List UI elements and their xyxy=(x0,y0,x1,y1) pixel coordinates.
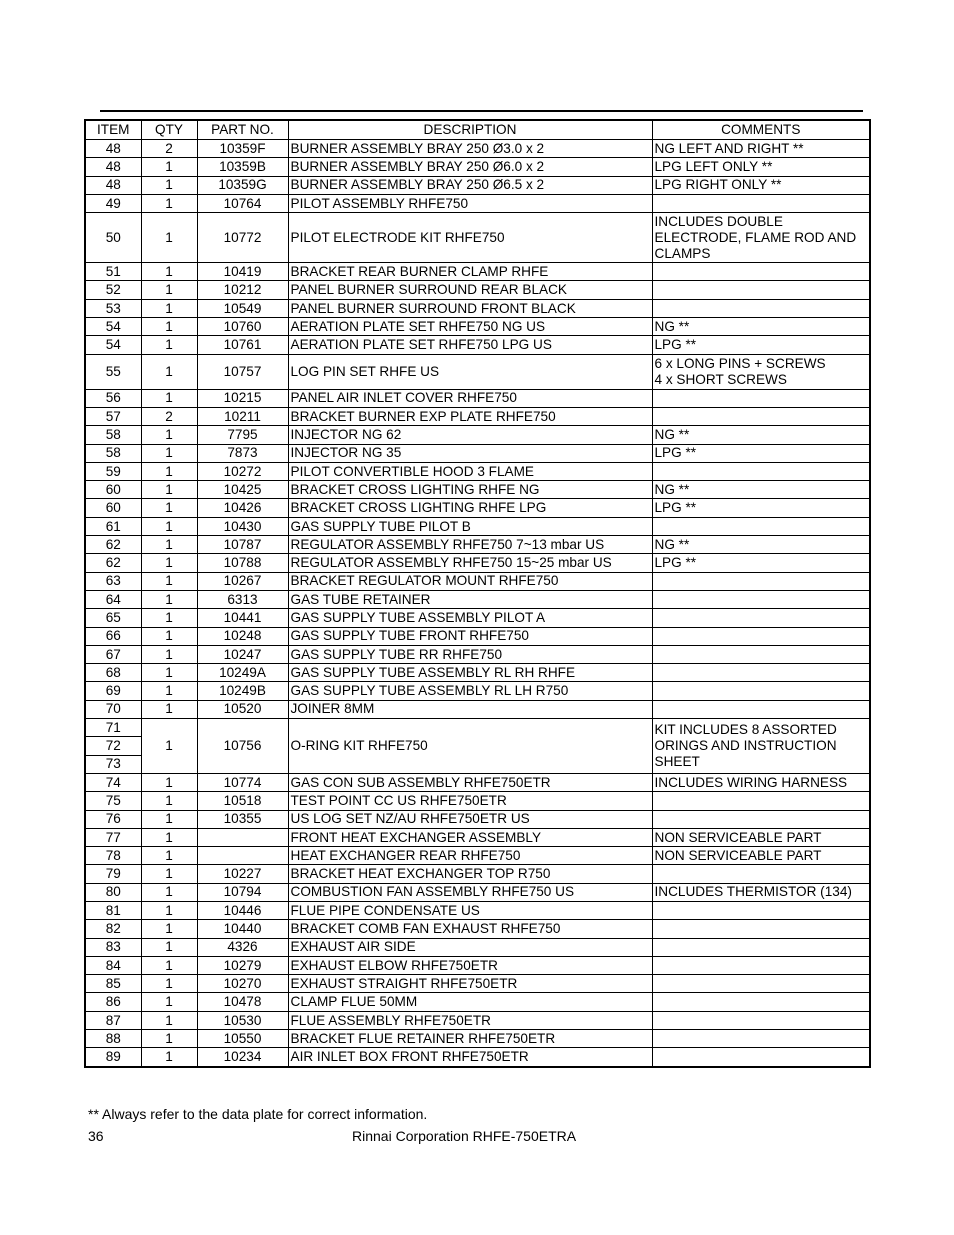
qty-cell: 1 xyxy=(141,883,197,901)
table-row xyxy=(85,158,870,176)
description-cell: BRACKET HEAT EXCHANGER TOP R750 xyxy=(288,865,652,883)
item-cell: 64 xyxy=(85,590,141,608)
qty-cell: 1 xyxy=(141,590,197,608)
part-no-cell: 10788 xyxy=(197,554,288,572)
table-row xyxy=(85,865,870,883)
part-no-cell: 10774 xyxy=(197,773,288,791)
comments-cell xyxy=(652,462,870,480)
qty-cell: 1 xyxy=(141,281,197,299)
part-no-cell: 10441 xyxy=(197,609,288,627)
table-row xyxy=(85,426,870,444)
comments-cell: KIT INCLUDES 8 ASSORTED ORINGS AND INSTRUCTION SHEET xyxy=(652,719,870,774)
item-cell: 78 xyxy=(85,847,141,865)
item-cell: 72 xyxy=(85,737,141,755)
part-no-cell: 10764 xyxy=(197,194,288,212)
part-no-cell: 10211 xyxy=(197,407,288,425)
qty-cell: 1 xyxy=(141,901,197,919)
part-no-cell: 6313 xyxy=(197,590,288,608)
table-row xyxy=(85,140,870,158)
description-cell: HEAT EXCHANGER REAR RHFE750 xyxy=(288,847,652,865)
description-cell: GAS SUPPLY TUBE RR RHFE750 xyxy=(288,645,652,663)
item-cell: 63 xyxy=(85,572,141,590)
description-cell: JOINER 8MM xyxy=(288,700,652,718)
part-no-cell: 10247 xyxy=(197,645,288,663)
description-cell: EXHAUST STRAIGHT RHFE750ETR xyxy=(288,975,652,993)
qty-cell: 1 xyxy=(141,645,197,663)
part-no-cell: 10761 xyxy=(197,336,288,354)
comments-cell: LPG RIGHT ONLY ** xyxy=(652,176,870,194)
comments-cell xyxy=(652,572,870,590)
part-no-cell: 10249B xyxy=(197,682,288,700)
part-no-cell: 10425 xyxy=(197,481,288,499)
item-cell: 62 xyxy=(85,554,141,572)
table-row xyxy=(85,354,870,389)
comments-cell xyxy=(652,407,870,425)
page-number: 36 xyxy=(88,1128,104,1144)
part-no-cell: 10227 xyxy=(197,865,288,883)
part-no-cell: 10355 xyxy=(197,810,288,828)
qty-cell: 1 xyxy=(141,792,197,810)
description-cell: PILOT CONVERTIBLE HOOD 3 FLAME xyxy=(288,462,652,480)
item-cell: 60 xyxy=(85,499,141,517)
comments-cell xyxy=(652,682,870,700)
item-cell: 49 xyxy=(85,194,141,212)
part-no-cell xyxy=(197,828,288,846)
item-cell: 69 xyxy=(85,682,141,700)
item-cell: 59 xyxy=(85,462,141,480)
description-cell: GAS TUBE RETAINER xyxy=(288,590,652,608)
item-cell: 60 xyxy=(85,481,141,499)
header-description: DESCRIPTION xyxy=(288,120,652,140)
part-no-cell: 10549 xyxy=(197,299,288,317)
item-cell: 48 xyxy=(85,158,141,176)
item-cell: 58 xyxy=(85,426,141,444)
description-cell: GAS SUPPLY TUBE ASSEMBLY PILOT A xyxy=(288,609,652,627)
description-cell: BRACKET REAR BURNER CLAMP RHFE xyxy=(288,263,652,281)
comments-cell xyxy=(652,956,870,974)
qty-cell: 1 xyxy=(141,865,197,883)
description-cell: US LOG SET NZ/AU RHFE750ETR US xyxy=(288,810,652,828)
table-row xyxy=(85,517,870,535)
table-row xyxy=(85,299,870,317)
part-no-cell: 10279 xyxy=(197,956,288,974)
comments-cell: LPG ** xyxy=(652,336,870,354)
qty-cell: 1 xyxy=(141,810,197,828)
comments-cell: LPG ** xyxy=(652,499,870,517)
qty-cell: 1 xyxy=(141,956,197,974)
description-cell: PILOT ELECTRODE KIT RHFE750 xyxy=(288,213,652,263)
table-row xyxy=(85,883,870,901)
qty-cell: 1 xyxy=(141,938,197,956)
part-no-cell: 10267 xyxy=(197,572,288,590)
item-cell: 67 xyxy=(85,645,141,663)
item-cell: 85 xyxy=(85,975,141,993)
qty-cell: 1 xyxy=(141,1011,197,1029)
comments-cell: LPG ** xyxy=(652,554,870,572)
part-no-cell: 4326 xyxy=(197,938,288,956)
qty-cell: 1 xyxy=(141,354,197,389)
part-no-cell: 10520 xyxy=(197,700,288,718)
part-no-cell: 10430 xyxy=(197,517,288,535)
qty-cell: 1 xyxy=(141,462,197,480)
comments-cell xyxy=(652,920,870,938)
description-cell: AIR INLET BOX FRONT RHFE750ETR xyxy=(288,1048,652,1067)
table-row xyxy=(85,810,870,828)
part-no-cell xyxy=(197,847,288,865)
item-cell: 81 xyxy=(85,901,141,919)
item-cell: 57 xyxy=(85,407,141,425)
part-no-cell: 10760 xyxy=(197,318,288,336)
qty-cell: 1 xyxy=(141,847,197,865)
table-row xyxy=(85,462,870,480)
description-cell: GAS SUPPLY TUBE PILOT B xyxy=(288,517,652,535)
table-row xyxy=(85,263,870,281)
comments-cell: INCLUDES DOUBLE ELECTRODE, FLAME ROD AND CLAMPS xyxy=(652,213,870,263)
description-cell: EXHAUST AIR SIDE xyxy=(288,938,652,956)
item-cell: 87 xyxy=(85,1011,141,1029)
table-row xyxy=(85,590,870,608)
item-cell: 77 xyxy=(85,828,141,846)
part-no-cell: 10440 xyxy=(197,920,288,938)
description-cell: COMBUSTION FAN ASSEMBLY RHFE750 US xyxy=(288,883,652,901)
table-row xyxy=(85,499,870,517)
table-row xyxy=(85,828,870,846)
description-cell: AERATION PLATE SET RHFE750 NG US xyxy=(288,318,652,336)
description-cell: PANEL BURNER SURROUND REAR BLACK xyxy=(288,281,652,299)
comments-cell xyxy=(652,792,870,810)
comments-cell xyxy=(652,993,870,1011)
comments-cell: NG ** xyxy=(652,481,870,499)
part-no-cell: 10756 xyxy=(197,719,288,774)
table-row xyxy=(85,993,870,1011)
part-no-cell: 10359F xyxy=(197,140,288,158)
item-cell: 68 xyxy=(85,664,141,682)
comments-cell: LPG ** xyxy=(652,444,870,462)
comments-cell xyxy=(652,865,870,883)
qty-cell: 1 xyxy=(141,499,197,517)
item-cell: 54 xyxy=(85,318,141,336)
item-cell: 74 xyxy=(85,773,141,791)
table-row xyxy=(85,389,870,407)
description-cell: PILOT ASSEMBLY RHFE750 xyxy=(288,194,652,212)
description-cell: EXHAUST ELBOW RHFE750ETR xyxy=(288,956,652,974)
table-row xyxy=(85,719,870,737)
item-cell: 50 xyxy=(85,213,141,263)
item-cell: 65 xyxy=(85,609,141,627)
part-no-cell: 10772 xyxy=(197,213,288,263)
description-cell: LOG PIN SET RHFE US xyxy=(288,354,652,389)
table-row xyxy=(85,627,870,645)
item-cell: 75 xyxy=(85,792,141,810)
part-no-cell: 10272 xyxy=(197,462,288,480)
table-row xyxy=(85,975,870,993)
comments-cell: NG ** xyxy=(652,536,870,554)
comments-cell xyxy=(652,1011,870,1029)
qty-cell: 2 xyxy=(141,140,197,158)
comments-cell: NON SERVICEABLE PART xyxy=(652,847,870,865)
part-no-cell: 10794 xyxy=(197,883,288,901)
comments-cell xyxy=(652,590,870,608)
comments-cell xyxy=(652,517,870,535)
qty-cell: 1 xyxy=(141,719,197,774)
item-cell: 62 xyxy=(85,536,141,554)
description-cell: GAS SUPPLY TUBE ASSEMBLY RL RH RHFE xyxy=(288,664,652,682)
table-row xyxy=(85,1048,870,1067)
comments-cell xyxy=(652,645,870,663)
qty-cell: 1 xyxy=(141,299,197,317)
item-cell: 51 xyxy=(85,263,141,281)
description-cell: FRONT HEAT EXCHANGER ASSEMBLY xyxy=(288,828,652,846)
comments-cell xyxy=(652,810,870,828)
header-part-no: PART NO. xyxy=(197,120,288,140)
description-cell: BRACKET CROSS LIGHTING RHFE NG xyxy=(288,481,652,499)
part-no-cell: 10249A xyxy=(197,664,288,682)
part-no-cell: 10787 xyxy=(197,536,288,554)
footnote: ** Always refer to the data plate for correct information. xyxy=(88,1106,428,1122)
qty-cell: 1 xyxy=(141,773,197,791)
description-cell: O-RING KIT RHFE750 xyxy=(288,719,652,774)
qty-cell: 1 xyxy=(141,609,197,627)
comments-cell: NG ** xyxy=(652,318,870,336)
parts-table xyxy=(84,119,871,1068)
qty-cell: 1 xyxy=(141,1048,197,1067)
qty-cell: 1 xyxy=(141,194,197,212)
part-no-cell: 10215 xyxy=(197,389,288,407)
item-cell: 80 xyxy=(85,883,141,901)
table-row xyxy=(85,773,870,791)
description-cell: PANEL BURNER SURROUND FRONT BLACK xyxy=(288,299,652,317)
table-row xyxy=(85,700,870,718)
footer-title: Rinnai Corporation RHFE-750ETRA xyxy=(352,1128,577,1144)
qty-cell: 1 xyxy=(141,263,197,281)
qty-cell: 1 xyxy=(141,536,197,554)
header-comments: COMMENTS xyxy=(652,120,870,140)
item-cell: 61 xyxy=(85,517,141,535)
description-cell: BURNER ASSEMBLY BRAY 250 Ø6.5 x 2 xyxy=(288,176,652,194)
comments-cell: INCLUDES THERMISTOR (134) xyxy=(652,883,870,901)
item-cell: 58 xyxy=(85,444,141,462)
qty-cell: 1 xyxy=(141,700,197,718)
item-cell: 48 xyxy=(85,140,141,158)
part-no-cell: 10757 xyxy=(197,354,288,389)
item-cell: 79 xyxy=(85,865,141,883)
description-cell: BRACKET REGULATOR MOUNT RHFE750 xyxy=(288,572,652,590)
description-cell: BRACKET FLUE RETAINER RHFE750ETR xyxy=(288,1030,652,1048)
table-row xyxy=(85,481,870,499)
table-row xyxy=(85,213,870,263)
table-header-row xyxy=(85,120,870,140)
comments-cell xyxy=(652,901,870,919)
qty-cell: 1 xyxy=(141,517,197,535)
table-row xyxy=(85,1030,870,1048)
table-row xyxy=(85,956,870,974)
item-cell: 48 xyxy=(85,176,141,194)
qty-cell: 1 xyxy=(141,336,197,354)
comments-cell xyxy=(652,194,870,212)
comments-cell: LPG LEFT ONLY ** xyxy=(652,158,870,176)
description-cell: INJECTOR NG 35 xyxy=(288,444,652,462)
comments-cell xyxy=(652,1048,870,1067)
qty-cell: 1 xyxy=(141,213,197,263)
part-no-cell: 7873 xyxy=(197,444,288,462)
part-no-cell: 10426 xyxy=(197,499,288,517)
qty-cell: 1 xyxy=(141,572,197,590)
table-row xyxy=(85,1011,870,1029)
table-row xyxy=(85,664,870,682)
comments-cell: NON SERVICEABLE PART xyxy=(652,828,870,846)
part-no-cell: 7795 xyxy=(197,426,288,444)
description-cell: CLAMP FLUE 50MM xyxy=(288,993,652,1011)
comments-cell xyxy=(652,281,870,299)
table-row xyxy=(85,609,870,627)
qty-cell: 1 xyxy=(141,664,197,682)
comments-cell: NG ** xyxy=(652,426,870,444)
table-row xyxy=(85,176,870,194)
description-cell: FLUE ASSEMBLY RHFE750ETR xyxy=(288,1011,652,1029)
part-no-cell: 10248 xyxy=(197,627,288,645)
table-row xyxy=(85,281,870,299)
description-cell: FLUE PIPE CONDENSATE US xyxy=(288,901,652,919)
item-cell: 70 xyxy=(85,700,141,718)
description-cell: GAS CON SUB ASSEMBLY RHFE750ETR xyxy=(288,773,652,791)
description-cell: BRACKET BURNER EXP PLATE RHFE750 xyxy=(288,407,652,425)
item-cell: 56 xyxy=(85,389,141,407)
part-no-cell: 10270 xyxy=(197,975,288,993)
part-no-cell: 10518 xyxy=(197,792,288,810)
table-row xyxy=(85,938,870,956)
table-row xyxy=(85,901,870,919)
table-row xyxy=(85,407,870,425)
item-cell: 52 xyxy=(85,281,141,299)
comments-cell xyxy=(652,627,870,645)
item-cell: 82 xyxy=(85,920,141,938)
table-row xyxy=(85,318,870,336)
qty-cell: 1 xyxy=(141,426,197,444)
qty-cell: 1 xyxy=(141,444,197,462)
qty-cell: 1 xyxy=(141,682,197,700)
item-cell: 55 xyxy=(85,354,141,389)
header-qty: QTY xyxy=(141,120,197,140)
item-cell: 73 xyxy=(85,755,141,773)
qty-cell: 1 xyxy=(141,481,197,499)
comments-cell: 6 x LONG PINS + SCREWS 4 x SHORT SCREWS xyxy=(652,354,870,389)
item-cell: 53 xyxy=(85,299,141,317)
part-no-cell: 10212 xyxy=(197,281,288,299)
description-cell: GAS SUPPLY TUBE ASSEMBLY RL LH R750 xyxy=(288,682,652,700)
comments-cell xyxy=(652,700,870,718)
table-row xyxy=(85,682,870,700)
comments-cell xyxy=(652,389,870,407)
table-row xyxy=(85,536,870,554)
item-cell: 86 xyxy=(85,993,141,1011)
part-no-cell: 10359G xyxy=(197,176,288,194)
part-no-cell: 10446 xyxy=(197,901,288,919)
description-cell: REGULATOR ASSEMBLY RHFE750 15~25 mbar US xyxy=(288,554,652,572)
item-cell: 71 xyxy=(85,719,141,737)
qty-cell: 1 xyxy=(141,158,197,176)
comments-cell xyxy=(652,299,870,317)
table-row xyxy=(85,572,870,590)
part-no-cell: 10478 xyxy=(197,993,288,1011)
item-cell: 89 xyxy=(85,1048,141,1067)
item-cell: 66 xyxy=(85,627,141,645)
description-cell: TEST POINT CC US RHFE750ETR xyxy=(288,792,652,810)
part-no-cell: 10419 xyxy=(197,263,288,281)
header-item: ITEM xyxy=(85,120,141,140)
description-cell: BURNER ASSEMBLY BRAY 250 Ø3.0 x 2 xyxy=(288,140,652,158)
description-cell: PANEL AIR INLET COVER RHFE750 xyxy=(288,389,652,407)
qty-cell: 1 xyxy=(141,627,197,645)
comments-cell xyxy=(652,263,870,281)
table-row xyxy=(85,645,870,663)
part-no-cell: 10234 xyxy=(197,1048,288,1067)
description-cell: BURNER ASSEMBLY BRAY 250 Ø6.0 x 2 xyxy=(288,158,652,176)
qty-cell: 1 xyxy=(141,554,197,572)
qty-cell: 1 xyxy=(141,828,197,846)
table-row xyxy=(85,792,870,810)
description-cell: INJECTOR NG 62 xyxy=(288,426,652,444)
item-cell: 88 xyxy=(85,1030,141,1048)
item-cell: 84 xyxy=(85,956,141,974)
qty-cell: 2 xyxy=(141,407,197,425)
top-divider xyxy=(100,110,863,112)
table-row xyxy=(85,554,870,572)
qty-cell: 1 xyxy=(141,920,197,938)
qty-cell: 1 xyxy=(141,993,197,1011)
comments-cell xyxy=(652,938,870,956)
table-row xyxy=(85,444,870,462)
description-cell: GAS SUPPLY TUBE FRONT RHFE750 xyxy=(288,627,652,645)
item-cell: 76 xyxy=(85,810,141,828)
part-no-cell: 10359B xyxy=(197,158,288,176)
qty-cell: 1 xyxy=(141,389,197,407)
part-no-cell: 10550 xyxy=(197,1030,288,1048)
qty-cell: 1 xyxy=(141,176,197,194)
comments-cell xyxy=(652,1030,870,1048)
comments-cell xyxy=(652,609,870,627)
part-no-cell: 10530 xyxy=(197,1011,288,1029)
item-cell: 83 xyxy=(85,938,141,956)
qty-cell: 1 xyxy=(141,975,197,993)
description-cell: BRACKET CROSS LIGHTING RHFE LPG xyxy=(288,499,652,517)
table-row xyxy=(85,194,870,212)
comments-cell xyxy=(652,975,870,993)
table-row xyxy=(85,847,870,865)
qty-cell: 1 xyxy=(141,318,197,336)
qty-cell: 1 xyxy=(141,1030,197,1048)
comments-cell: INCLUDES WIRING HARNESS xyxy=(652,773,870,791)
description-cell: REGULATOR ASSEMBLY RHFE750 7~13 mbar US xyxy=(288,536,652,554)
table-row xyxy=(85,336,870,354)
table-row xyxy=(85,920,870,938)
comments-cell xyxy=(652,664,870,682)
item-cell: 54 xyxy=(85,336,141,354)
description-cell: AERATION PLATE SET RHFE750 LPG US xyxy=(288,336,652,354)
comments-cell: NG LEFT AND RIGHT ** xyxy=(652,140,870,158)
description-cell: BRACKET COMB FAN EXHAUST RHFE750 xyxy=(288,920,652,938)
